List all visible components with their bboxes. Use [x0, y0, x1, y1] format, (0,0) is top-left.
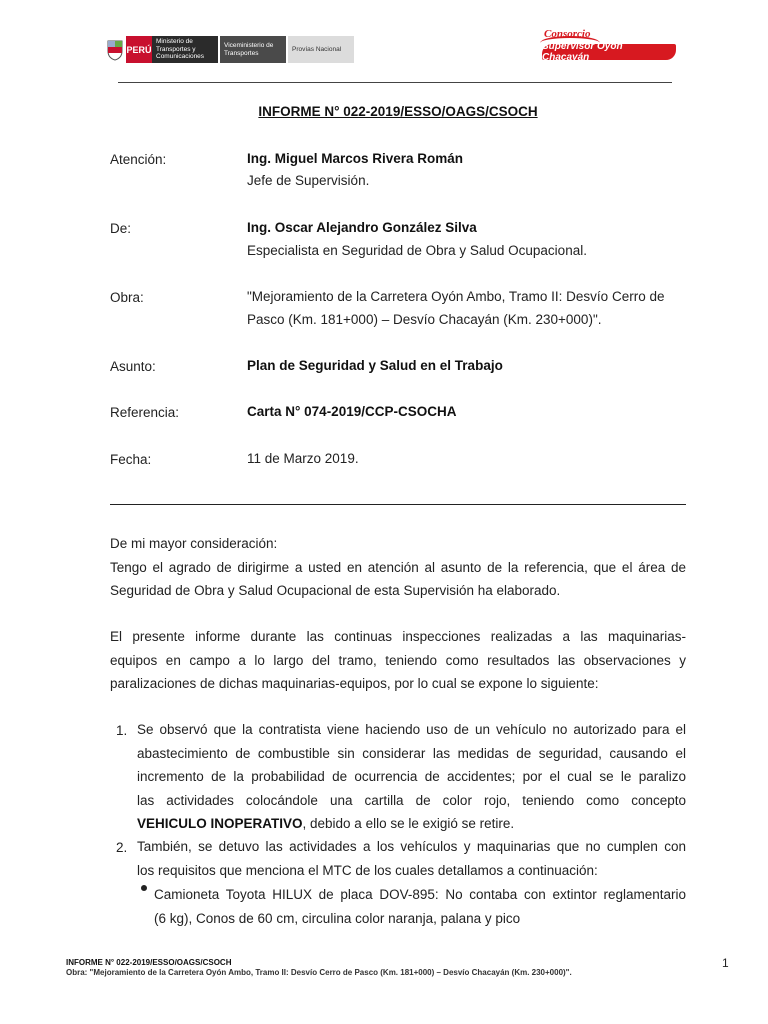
fecha-value: 11 de Marzo 2019. [247, 451, 359, 466]
obra-label: Obra: [110, 290, 144, 305]
footer-report-id: INFORME N° 022-2019/ESSO/OAGS/CSOCH [66, 958, 232, 967]
item-tail: , debido a ello se le exigió se retire. [302, 816, 515, 831]
footer-obra: Obra: "Mejoramiento de la Carretera Oyón Ambo, Tramo II: Desvío Cerro de Pasco (Km. 181+000) – Desvío Chacayán (Km. 230+000)". [66, 968, 572, 977]
atencion-name: Ing. Miguel Marcos Rivera Román [247, 151, 464, 166]
asunto-value: Plan de Seguridad y Salud en el Trabajo [247, 358, 503, 373]
program-label: Provías Nacional [288, 36, 354, 63]
item-line: También, se detuvo las actividades a los vehículos y maquinarias que no cumplen con [137, 839, 686, 854]
bullet-icon [141, 885, 147, 891]
item-line: abastecimiento de combustible sin considerar las medidas de seguridad, causando el [137, 745, 686, 761]
list-number: 1. [116, 723, 128, 738]
list-item [137, 835, 686, 882]
item-line: las actividades colocándole una cartilla de color rojo, teniendo como concepto [137, 792, 686, 808]
document-title: INFORME N° 022-2019/ESSO/OAGS/CSOCH [258, 104, 538, 119]
de-name: Ing. Oscar Alejandro González Silva [247, 220, 477, 235]
sub-list-item [154, 883, 686, 930]
fecha-label: Fecha: [110, 452, 152, 467]
body-paragraph-2 [110, 625, 686, 696]
atencion-role: Jefe de Supervisión. [247, 173, 370, 188]
page-number: 1 [722, 956, 729, 970]
inoperative-label: VEHICULO INOPERATIVO [137, 816, 303, 831]
sub-item-line: Camioneta Toyota HILUX de placa DOV-895: No contaba con extintor reglamentario [154, 887, 686, 902]
atencion-label: Atención: [110, 152, 167, 167]
referencia-value: Carta N° 074-2019/CCP-CSOCHA [247, 404, 457, 419]
consorcio-label: Consorcio [544, 28, 591, 40]
paragraph-line: El presente informe durante las continuas inspecciones realizadas a las maquinarias- [110, 629, 686, 644]
paragraph-line: Tengo el agrado de dirigirme a usted en atención al asunto de la referencia, que el área de [110, 559, 686, 575]
referencia-label: Referencia: [110, 405, 180, 420]
item-line-final [137, 812, 686, 836]
obra-line2: Pasco (Km. 181+000) – Desvío Chacayán (Km. 230+000)". [247, 312, 602, 327]
obra-line1: "Mejoramiento de la Carretera Oyón Ambo, Tramo II: Desvío Cerro de [247, 289, 665, 304]
list-number: 2. [116, 840, 128, 855]
section-divider [110, 504, 686, 505]
de-label: De: [110, 221, 132, 236]
ministry-label: Ministerio de Transportes y Comunicaciones [152, 36, 218, 63]
peru-label: PERÚ [126, 36, 152, 63]
item-line: incremento de la probabilidad de ocurrencia de accidentes; por el cual se le paralizo [137, 769, 686, 784]
header-divider [118, 82, 672, 83]
item-line: Se observó que la contratista viene haciendo uso de un vehículo no autorizado para el [137, 722, 686, 737]
list-item [137, 718, 686, 836]
paragraph-line: Seguridad de Obra y Salud Ocupacional de esta Supervisión ha elaborado. [110, 583, 561, 598]
paragraph-line: paralizaciones de dichas maquinarias-equipos, por lo cual se expone lo siguiente: [110, 676, 599, 691]
sub-item-line: (6 kg), Conos de 60 cm, circulina color naranja, palana y pico [154, 910, 521, 926]
government-logo [104, 36, 354, 63]
body-intro [110, 532, 686, 603]
de-role: Especialista en Seguridad de Obra y Salud Ocupacional. [247, 243, 587, 258]
asunto-label: Asunto: [110, 359, 156, 374]
coat-of-arms-icon [104, 36, 126, 63]
paragraph-line: equipos en campo a lo largo del tramo, teniendo como resultados las observaciones y [110, 652, 686, 668]
vice-ministry-label: Viceministerio de Transportes [220, 36, 286, 63]
greeting: De mi mayor consideración: [110, 536, 278, 551]
item-line: los requisitos que menciona el MTC de los cuales detallamos a continuación: [137, 862, 598, 878]
consorcio-logo [540, 28, 680, 64]
consorcio-name: Supervisor Oyón Chacayán [542, 44, 676, 60]
